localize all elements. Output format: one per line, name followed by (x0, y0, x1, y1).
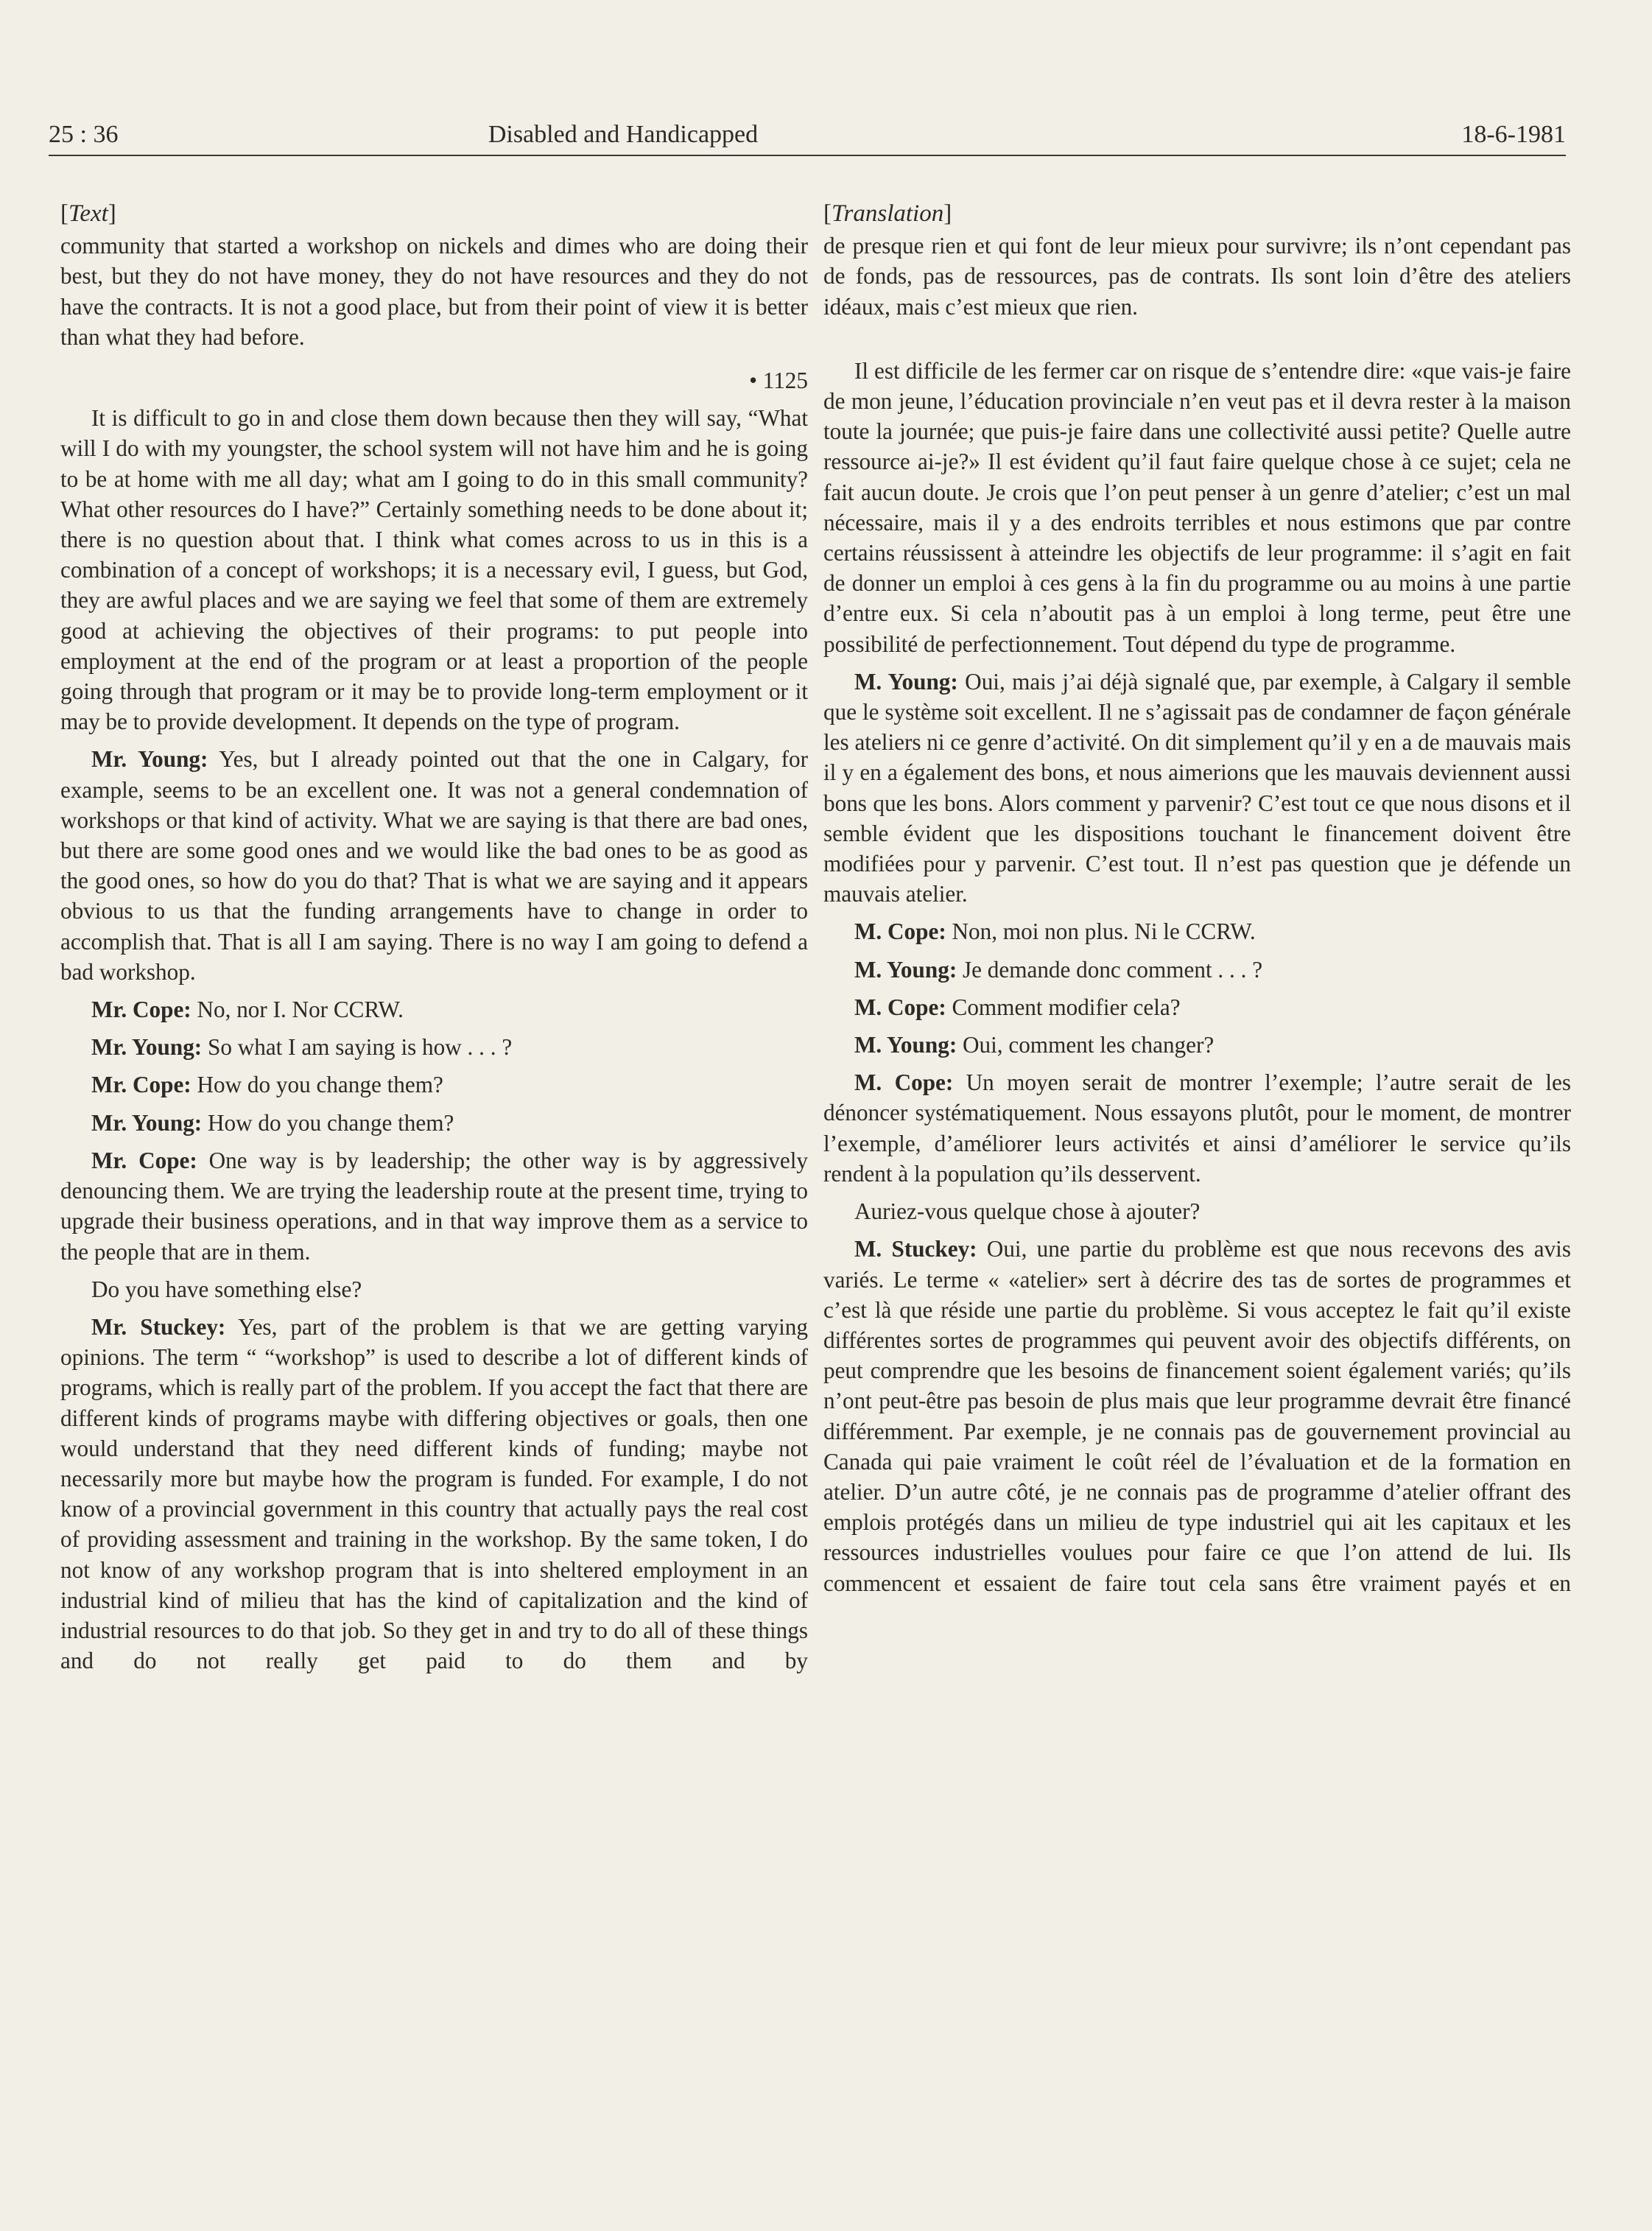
right-column-french (823, 199, 1571, 1598)
page-header (49, 119, 1566, 156)
speaker-paragraph: Mr. Young: So what I am saying is how . . . ? (91, 1034, 513, 1061)
paragraph: de presque rien et qui font de leur mieux pour survivre; ils n’ont cependant pas de fonds, pas de ressources, pas de contrats. Ils sont loin d’être des ateliers idéaux, mais c’est mieux que rien. (823, 233, 1571, 320)
speaker-name: Mr. Young: (91, 746, 208, 773)
speaker-name: Mr. Stuckey: (91, 1313, 226, 1340)
page-title: Disabled and Handicapped (488, 121, 759, 148)
speaker-paragraph: M. Cope: Un moyen serait de montrer l’exemple; l’autre serait de les dénoncer systématiquement. Nous essayons plutôt, pour le moment, de montrer l’exemple, d’améliorer leurs activités et ainsi d’améliorer le service qu’ils rendent à la population qu’ils desservent. (823, 1069, 1571, 1187)
speaker-paragraph: Mr. Cope: No, nor I. Nor CCRW. (91, 997, 404, 1023)
speaker-name: Mr. Young: (91, 1109, 203, 1136)
speaker-paragraph: M. Cope: Comment modifier cela? (854, 994, 1181, 1020)
paragraph: It is difficult to go in and close them down because then they will say, “What will I do with my youngster, the school system will not have him and he is going to be at home with me all day; what am I going to do in this small community? What other resources do I have?” Certainly something needs to be done about it; there is no question about that. I think what comes across to us in this is a combination of a concept of workshops; it is a necessary evil, I guess, but God, they are awful places and we are saying we feel that some of them are extremely good at achieving the objectives of their programs: to put people into employment at the end of the program or at least a proportion of the people going through that program or it may be to provide long-term employment or it may be to provide development. It depends on the type of program. (60, 405, 808, 735)
speaker-name: Mr. Cope: (91, 1147, 197, 1173)
speaker-name: Mr. Cope: (91, 997, 191, 1023)
speaker-paragraph: Mr. Cope: One way is by leadership; the other way is by aggressively denouncing them. We are trying the leadership route at the present time, trying to upgrade their business operations, and in that way improve them as a service to the people that are in them. (60, 1147, 808, 1265)
speaker-name: M. Stuckey: (854, 1236, 977, 1262)
speaker-paragraph: Mr. Young: How do you change them? (91, 1109, 454, 1136)
paragraph: Auriez-vous quelque chose à ajouter? (854, 1198, 1201, 1225)
page-date: 18-6-1981 (1461, 121, 1566, 148)
column-label-text: [Text] (60, 200, 116, 227)
speaker-paragraph: Mr. Young: Yes, but I already pointed out that the one in Calgary, for example, seems to be an excellent one. It was not a general condemnation of workshops or that kind of activity. What we are saying is that there are bad ones, but there are some good ones and we would like the bad ones to be as good as the good ones, so how do you do that? That is what we are saying and it appears obvious to us that the funding arrangements have to change in order to accomplish that. That is all I am saying. There is no way I am going to defend a bad workshop. (60, 746, 808, 985)
paragraph: Do you have something else? (91, 1276, 362, 1302)
speaker-name: M. Young: (854, 956, 957, 983)
time-marker: • 1125 (749, 368, 808, 394)
speaker-paragraph: Mr. Cope: How do you change them? (91, 1072, 443, 1098)
column-label-translation: [Translation] (823, 200, 952, 227)
speaker-name: M. Young: (854, 1032, 957, 1058)
speaker-name: M. Cope: (854, 1069, 954, 1096)
speaker-paragraph: M. Young: Oui, mais j’ai déjà signalé que, par exemple, à Calgary il semble que le système soit excellent. Il ne s’agissait pas de condamner de façon générale les ateliers ni ce genre d’activité. On dit simplement qu’il y en a de mauvais mais il y en a également des bons, et nous aimerions que les mauvais deviennent aussi bons que les bons. Alors comment y parvenir? C’est tout ce que nous disons et il semble évident que les dispositions touchant le financement doivent être modifiées pour y parvenir. C’est tout. Il n’est pas question que je défende un mauvais atelier. (823, 668, 1572, 907)
speaker-name: Mr. Cope: (91, 1072, 191, 1098)
speaker-paragraph: M. Stuckey: Oui, une partie du problème est que nous recevons des avis variés. Le terme « «atelier» sert à décrire des tas de sortes de programmes et c’est là que réside une partie du problème. Si vous acceptez le fait qu’il existe différentes sortes de programmes qui peuvent avoir des objectifs différents, on peut comprendre que les besoins de financement soient également variés; qu’ils n’ont peut-être pas besoin de plus mais que leur programme devrait être financé différemment. Par exemple, je ne connais pas de gouvernement provincial au Canada qui paie vraiment le coût réel de l’évaluation et de la formation en atelier. D’un autre côté, je ne connais pas de programme d’atelier offrant des emplois protégés dans un milieu de type industriel qui ait les capitaux et les ressources industrielles voulues pour faire ce que l’on attend de lui. Ils commencent et essaient de faire tout cela sans être vraiment payés et en (823, 1236, 1571, 1596)
speaker-name: M. Cope: (854, 994, 946, 1020)
paragraph: Il est difficile de les fermer car on risque de s’entendre dire: «que vais-je faire de mon jeune, l’éducation provinciale n’en veut pas et il devra rester à la maison toute la journée; que puis-je faire dans une collectivité aussi petite? Quelle autre ressource ai-je?» Il est évident qu’il faut faire quelque chose à ce sujet; cela ne fait aucun doute. Je crois que l’on peut penser à un genre d’atelier; c’est un mal nécessaire, mais il y a des endroits terribles et nous estimons que par contre certains réussissent à atteindre les objectifs de leur programme: il s’agit en fait de donner un emploi à ces gens à la fin du programme ou au moins à une partie d’entre eux. Si cela n’aboutit pas à un emploi à long terme, peut être une possibilité de perfectionnement. Tout dépend du type de programme. (823, 357, 1571, 657)
speaker-paragraph: M. Young: Oui, comment les changer? (854, 1032, 1215, 1058)
page-number: 25 : 36 (49, 121, 119, 148)
speaker-paragraph: M. Young: Je demande donc comment . . . ? (854, 956, 1263, 983)
speaker-name: M. Cope: (854, 918, 946, 945)
speaker-paragraph: Mr. Stuckey: Yes, part of the problem is that we are getting varying opinions. The term “ “workshop” is used to describe a lot of different kinds of programs, which is really part of the problem. If you accept the fact that there are different kinds of programs maybe with differing objectives or goals, then one would understand that they need different kinds of funding; maybe not necessarily more but maybe how the program is funded. For example, I do not know of a provincial government in this country that actually pays the real cost of providing assessment and training in the workshop. By the same token, I do not know of any workshop program that is into sheltered employment in an industrial kind of milieu that has the kind of capitalization and the kind of industrial resources to do that job. So they get in and try to do all of these things and do not really get paid to do them and by (60, 1313, 808, 1674)
speaker-name: M. Young: (854, 668, 958, 695)
speaker-name: Mr. Young: (91, 1034, 203, 1061)
left-column-english (60, 199, 808, 1676)
speaker-paragraph: M. Cope: Non, moi non plus. Ni le CCRW. (854, 918, 1256, 945)
paragraph: community that started a workshop on nickels and dimes who are doing their best, but they do not have money, they do not have resources and they do not have the contracts. It is not a good place, but from their point of view it is better than what they had before. (60, 233, 808, 350)
